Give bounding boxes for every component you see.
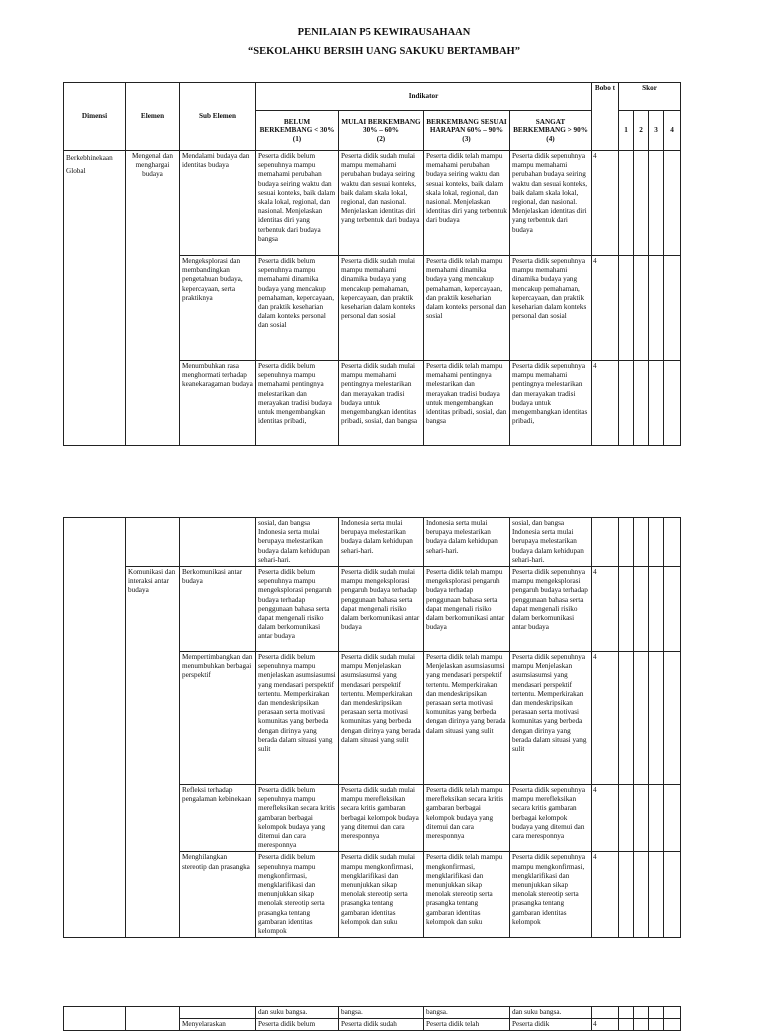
skor-cell[interactable] (619, 151, 634, 256)
indicator-level-2: Peserta didik sudah mulai mampu memahami dinamika budaya yang mencakup pemahaman, kepercayaan, dan praktik keseharian dalam konteks personal dan sosial (339, 256, 424, 361)
indicator-level-1: Peserta didik belum sepenuhnya mampu memahami perubahan budaya seiring waktu dan sesuai konteks, baik dalam skala lokal, regional, dan nasional. Menjelaskan identitas diri yang terbentuk dari budaya bangsa (256, 151, 339, 256)
sub-elemen-cell: Mendalami budaya dan identitas budaya (180, 151, 256, 256)
indicator-level-1: sosial, dan bangsa Indonesia serta mulai berupaya melestarikan budaya dalam kehidupan sehari-hari. (256, 518, 339, 567)
sub-elemen-cell: Refleksi terhadap pengalaman kebinekaan (180, 785, 256, 852)
sub-elemen-cell: Berkomunikasi antar budaya (180, 567, 256, 652)
dimensi-cell: Berkebhinekaan Global (64, 151, 126, 446)
skor-cell[interactable] (649, 1019, 664, 1031)
indicator-level-1: Peserta didik belum (256, 1019, 339, 1031)
skor-cell[interactable] (664, 361, 681, 446)
bobot-cell: 4 (592, 652, 619, 785)
elemen-cell-empty (126, 518, 180, 567)
document-subtitle: “SEKOLAHKU BERSIH UANG SAKUKU BERTAMBAH” (248, 46, 520, 57)
skor-cell[interactable] (649, 652, 664, 785)
indicator-level-4: Peserta didik (510, 1019, 592, 1031)
indicator-level-3: Peserta didik telah mampu mengkonfirmasi, mengklarifikasi dan menunjukkan sikap menolak stereotip serta prasangka tentang gambaran identitas kelompok dan suku (424, 852, 510, 938)
indicator-level-2: Peserta didik sudah mulai mampu mengeksplorasi pengaruh budaya terhadap penggunaan bahasa serta dapat mengenali risiko dalam berkomunikasi antar budaya (339, 567, 424, 652)
header-skor: Skor (619, 83, 681, 111)
skor-cell[interactable] (664, 518, 681, 567)
header-skor-2: 2 (634, 111, 649, 151)
indicator-level-4: dan suku bangsa. (510, 1007, 592, 1019)
header-dimensi: Dimensi (64, 83, 126, 151)
indicator-level-4: Peserta didik sepenuhnya mampu memahami pentingnya melestarikan dan merayakan tradisi budaya untuk mengembangkan identitas pribadi, (510, 361, 592, 446)
sub-elemen-cell: Mengeksplorasi dan membandingkan pengetahuan budaya, kepercayaan, serta praktiknya (180, 256, 256, 361)
skor-cell[interactable] (664, 852, 681, 938)
bobot-cell: 4 (592, 361, 619, 446)
skor-cell[interactable] (649, 1007, 664, 1019)
indicator-level-3: Peserta didik telah mampu memahami dinamika budaya yang mencakup pemahaman, kepercayaan, dan praktik keseharian dalam konteks personal dan sosial (424, 256, 510, 361)
indicator-level-2: Peserta didik sudah mulai mampu memahami perubahan budaya seiring waktu dan sesuai konteks, baik dalam skala lokal, regional, dan nasional. Menjelaskan identitas diri yang terbentuk dari budaya (339, 151, 424, 256)
indicator-level-1: Peserta didik belum sepenuhnya mampu merefleksikan secara kritis gambaran berbagai kelompok budaya yang ditemui dan cara meresponnya (256, 785, 339, 852)
header-indikator: Indikator (256, 83, 592, 111)
sub-elemen-cell: Menyelaraskan (180, 1019, 256, 1031)
skor-cell[interactable] (634, 567, 649, 652)
indicator-level-4: Peserta didik sepenuhnya mampu memahami dinamika budaya yang mencakup pemahaman, kepercayaan, dan praktik keseharian dalam konteks personal dan sosial (510, 256, 592, 361)
skor-cell[interactable] (619, 567, 634, 652)
indicator-level-4: sosial, dan bangsa Indonesia serta mulai berupaya melestarikan budaya dalam kehidupan sehari-hari. (510, 518, 592, 567)
bobot-cell: 4 (592, 567, 619, 652)
header-bobot: Bobo t (592, 83, 619, 151)
assessment-table-page-3 (63, 1006, 681, 1031)
indicator-level-4: Peserta didik sepenuhnya mampu Menjelaskan asumsiasumsi yang mendasari perspektif tertentu. Memperkirakan dan mendeskripsikan perasaan serta motivasi komunitas yang berbeda dengan dirinya yang berada dalam situasi yang sulit (510, 652, 592, 785)
skor-cell[interactable] (619, 256, 634, 361)
skor-cell[interactable] (634, 151, 649, 256)
skor-cell[interactable] (664, 1019, 681, 1031)
indicator-level-2: Peserta didik sudah mulai mampu mengkonfirmasi, mengklarifikasi dan menunjukkan sikap menolak stereotip serta prasangka tentang gambaran identitas kelompok dan suku (339, 852, 424, 938)
header-level-4: SANGAT BERKEMBANG > 90% (4) (510, 111, 592, 151)
bobot-cell: 4 (592, 1019, 619, 1031)
assessment-table-page-2 (63, 517, 681, 938)
sub-elemen-cell: Menumbuhkan rasa menghormati terhadap keanekaragaman budaya (180, 361, 256, 446)
header-skor-3: 3 (649, 111, 664, 151)
indicator-level-4: Peserta didik sepenuhnya mampu mengkonfirmasi, mengklarifikasi dan menunjukkan sikap menolak stereotip serta prasangka tentang gambaran identitas kelompok (510, 852, 592, 938)
skor-cell[interactable] (619, 1007, 634, 1019)
indicator-level-3: Peserta didik telah mampu mengeksplorasi pengaruh budaya terhadap penggunaan bahasa serta dapat mengenali risiko dalam berkomunikasi antar budaya (424, 567, 510, 652)
indicator-level-1: Peserta didik belum sepenuhnya mampu memahami dinamika budaya yang mencakup pemahaman, kepercayaan, dan praktik keseharian dalam konteks personal dan sosial (256, 256, 339, 361)
skor-cell[interactable] (634, 785, 649, 852)
skor-cell[interactable] (619, 361, 634, 446)
skor-cell[interactable] (649, 567, 664, 652)
skor-cell[interactable] (649, 518, 664, 567)
skor-cell[interactable] (649, 785, 664, 852)
skor-cell[interactable] (649, 852, 664, 938)
indicator-level-3: Indonesia serta mulai berupaya melestarikan budaya dalam kehidupan sehari-hari. (424, 518, 510, 567)
header-skor-1: 1 (619, 111, 634, 151)
header-level-2: MULAI BERKEMBANG 30% – 60% (2) (339, 111, 424, 151)
indicator-level-2: Indonesia serta mulai berupaya melestarikan budaya dalam kehidupan sehari-hari. (339, 518, 424, 567)
indicator-level-1: Peserta didik belum sepenuhnya mampu mengkonfirmasi, mengklarifikasi dan menunjukkan sikap menolak stereotip serta prasangka tentang gambaran identitas kelompok (256, 852, 339, 938)
indicator-level-3: Peserta didik telah (424, 1019, 510, 1031)
skor-cell[interactable] (664, 785, 681, 852)
header-skor-4: 4 (664, 111, 681, 151)
indicator-level-3: Peserta didik telah mampu memahami pentingnya melestarikan dan merayakan tradisi budaya untuk mengembangkan identitas pribadi, sosial, dan bangsa (424, 361, 510, 446)
skor-cell[interactable] (634, 652, 649, 785)
indicator-level-3: bangsa. (424, 1007, 510, 1019)
indicator-level-4: Peserta didik sepenuhnya mampu memahami perubahan budaya seiring waktu dan sesuai konteks, baik dalam skala lokal, regional, dan nasional. Menjelaskan identitas diri yang terbentuk dari budaya (510, 151, 592, 256)
skor-cell[interactable] (619, 785, 634, 852)
elemen-cell: Komunikasi dan interaksi antar budaya (126, 567, 180, 938)
skor-cell[interactable] (619, 652, 634, 785)
skor-cell[interactable] (619, 1019, 634, 1031)
skor-cell[interactable] (634, 361, 649, 446)
skor-cell[interactable] (649, 361, 664, 446)
indicator-level-1: Peserta didik belum sepenuhnya mampu memahami pentingnya melestarikan dan merayakan tradisi budaya untuk mengembangkan identitas pribadi, (256, 361, 339, 446)
skor-cell[interactable] (634, 1007, 649, 1019)
skor-cell[interactable] (649, 151, 664, 256)
indicator-level-3: Peserta didik telah mampu Menjelaskan asumsiasumsi yang mendasari perspektif tertentu. Memperkirakan dan mendeskripsikan perasaan serta motivasi komunitas yang berbeda dengan dirinya yang berada dalam situasi yang sulit (424, 652, 510, 785)
dimensi-cell-empty (64, 1007, 126, 1031)
skor-cell[interactable] (664, 1007, 681, 1019)
sub-elemen-cell-empty (180, 518, 256, 567)
document-title: PENILAIAN P5 KEWIRAUSAHAAN (297, 27, 471, 38)
assessment-table-page-1 (63, 82, 681, 446)
bobot-cell: 4 (592, 852, 619, 938)
bobot-cell: 4 (592, 785, 619, 852)
bobot-cell: 4 (592, 256, 619, 361)
indicator-level-2: Peserta didik sudah (339, 1019, 424, 1031)
sub-elemen-cell: Menghilangkan stereotip dan prasangka (180, 852, 256, 938)
skor-cell[interactable] (634, 256, 649, 361)
header-sub-elemen: Sub Elemen (180, 83, 256, 151)
indicator-level-4: Peserta didik sepenuhnya mampu mengeksplorasi pengaruh budaya terhadap penggunaan bahasa serta dapat mengenali risiko dalam berkomunikasi antar budaya (510, 567, 592, 652)
skor-cell[interactable] (634, 852, 649, 938)
indicator-level-3: Peserta didik telah mampu merefleksikan secara kritis gambaran berbagai kelompok budaya yang ditemui dan cara meresponnya (424, 785, 510, 852)
skor-cell[interactable] (619, 518, 634, 567)
indicator-level-1: Peserta didik belum sepenuhnya mampu mengeksplorasi pengaruh budaya terhadap penggunaan bahasa serta dapat mengenali risiko dalam berkomunikasi antar budaya (256, 567, 339, 652)
indicator-level-1: dan suku bangsa. (256, 1007, 339, 1019)
skor-cell[interactable] (619, 852, 634, 938)
indicator-level-2: Peserta didik sudah mulai mampu Menjelaskan asumsiasumsi yang mendasari perspektif tertentu. Memperkirakan dan mendeskripsikan perasaan serta motivasi komunitas yang berbeda dengan dirinya yang berada dalam situasi yang sulit (339, 652, 424, 785)
bobot-cell (592, 518, 619, 567)
skor-cell[interactable] (664, 652, 681, 785)
header-level-3: BERKEMBANG SESUAI HARAPAN 60% – 90% (3) (424, 111, 510, 151)
indicator-level-2: bangsa. (339, 1007, 424, 1019)
header-elemen: Elemen (126, 83, 180, 151)
sub-elemen-cell: Mempertimbangkan dan menumbuhkan berbagai perspektif (180, 652, 256, 785)
bobot-cell (592, 1007, 619, 1019)
indicator-level-4: Peserta didik sepenuhnya mampu merefleksikan secara kritis gambaran berbagai kelompok budaya yang ditemui dan cara meresponnya (510, 785, 592, 852)
sub-elemen-cell-empty (180, 1007, 256, 1019)
indicator-level-1: Peserta didik belum sepenuhnya mampu menjelaskan asumsiasumsi yang mendasari perspektif tertentu. Memperkirakan dan mendeskripsikan perasaan serta motivasi komunitas yang berbeda dengan dirinya yang berada dalam situasi yang sulit (256, 652, 339, 785)
indicator-level-2: Peserta didik sudah mulai mampu merefleksikan secara kritis gambaran berbagai kelompok budaya yang ditemui dan cara meresponnya (339, 785, 424, 852)
skor-cell[interactable] (664, 256, 681, 361)
indicator-level-3: Peserta didik telah mampu memahami perubahan budaya seiring waktu dan sesuai konteks, baik dalam skala lokal, regional, dan nasional. Menjelaskan identitas diri yang terbentuk dari budaya (424, 151, 510, 256)
header-level-1: BELUM BERKEMBANG < 30% (1) (256, 111, 339, 151)
elemen-cell-empty (126, 1007, 180, 1031)
skor-cell[interactable] (634, 1019, 649, 1031)
skor-cell[interactable] (664, 567, 681, 652)
skor-cell[interactable] (664, 151, 681, 256)
skor-cell[interactable] (634, 518, 649, 567)
indicator-level-2: Peserta didik sudah mulai mampu memahami pentingnya melestarikan dan merayakan tradisi budaya untuk mengembangkan identitas pribadi, sosial, dan bangsa (339, 361, 424, 446)
dimensi-cell-empty (64, 518, 126, 938)
skor-cell[interactable] (649, 256, 664, 361)
elemen-cell: Mengenal dan menghargai budaya (126, 151, 180, 446)
bobot-cell: 4 (592, 151, 619, 256)
